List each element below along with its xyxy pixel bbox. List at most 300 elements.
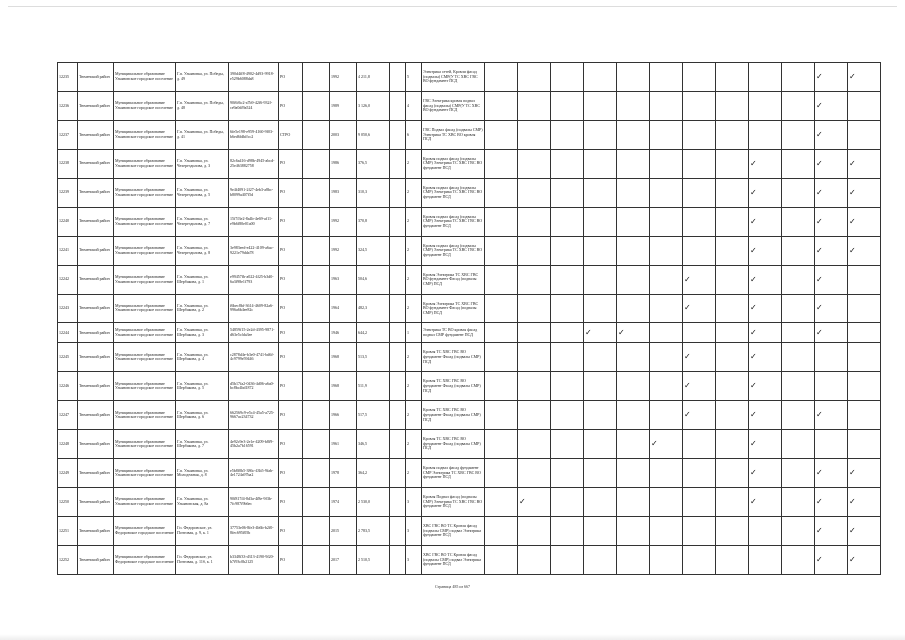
- cell-check: [683, 294, 716, 323]
- cell-check: [683, 545, 716, 574]
- cell-empty: [390, 120, 406, 149]
- cell-year: 1974: [330, 488, 357, 517]
- cell-form: РО: [279, 178, 303, 207]
- cell-owner: Муниципальное образование Ульяновское городское поселение: [114, 372, 176, 401]
- table-row: [58, 149, 881, 178]
- cell-owner: Муниципальное образование Федоровское городское поселение: [114, 517, 176, 546]
- cell-area: 517,5: [357, 401, 390, 430]
- cell-check: [683, 343, 716, 372]
- cell-check: [551, 149, 584, 178]
- cell-owner: Муниципальное образование Федоровское городское поселение: [114, 545, 176, 574]
- cell-check: [782, 372, 815, 401]
- cell-check: [650, 207, 683, 236]
- cell-check: [650, 120, 683, 149]
- cell-id: 12252: [58, 545, 78, 574]
- cell-check: [584, 372, 617, 401]
- cell-guid: 390d4ff8-4902-4d93-9918-e529b6088da8: [229, 63, 279, 92]
- checkmark-icon: ✓: [750, 274, 757, 284]
- cell-empty: [303, 178, 330, 207]
- cell-check: [650, 236, 683, 265]
- cell-works: ХВС ГВС ВО ТС Кровля фасад (подвалы СМР) подвал Электрика фундамент ПСД: [422, 517, 485, 546]
- cell-floors: 2: [406, 430, 422, 459]
- cell-empty: [303, 207, 330, 236]
- cell-address: Г.п. Ульяновка, ул. Победы, д. 49: [176, 63, 229, 92]
- cell-floors: 5: [406, 63, 422, 92]
- cell-area: 482,3: [357, 294, 390, 323]
- cell-check: [848, 430, 881, 459]
- cell-year: 1961: [330, 430, 357, 459]
- cell-check: [617, 401, 650, 430]
- cell-works: ХВС ГВС ВО ТС Кровля фасад (подвалы СМР) подвал Электрика фундамент ПСД: [422, 545, 485, 574]
- cell-form: РО: [279, 149, 303, 178]
- cell-check: [518, 459, 551, 488]
- cell-check: [815, 149, 848, 178]
- cell-check: [716, 323, 749, 343]
- checkmark-icon: ✓: [816, 187, 823, 197]
- cell-check: [518, 517, 551, 546]
- table-row: [58, 63, 881, 92]
- cell-check: [584, 294, 617, 323]
- cell-owner: Муниципальное образование Ульяновское городское поселение: [114, 401, 176, 430]
- cell-check: [683, 401, 716, 430]
- cell-check: [749, 517, 782, 546]
- cell-check: [551, 459, 584, 488]
- cell-check: [848, 236, 881, 265]
- checkmark-icon: ✓: [849, 554, 856, 564]
- cell-form: РО: [279, 459, 303, 488]
- cell-check: [650, 517, 683, 546]
- cell-guid: 662569c9-e5c4-45a5-a725-9667ac234732: [229, 401, 279, 430]
- cell-empty: [390, 178, 406, 207]
- cell-check: [848, 91, 881, 120]
- cell-owner: Муниципальное образование Ульяновское городское поселение: [114, 323, 176, 343]
- cell-check: [683, 91, 716, 120]
- cell-check: [584, 488, 617, 517]
- cell-empty: [390, 323, 406, 343]
- cell-district: Тюменский район: [78, 343, 114, 372]
- cell-district: Тюменский район: [78, 488, 114, 517]
- cell-empty: [390, 265, 406, 294]
- cell-check: [716, 236, 749, 265]
- cell-check: [650, 294, 683, 323]
- cell-year: 1946: [330, 323, 357, 343]
- cell-empty: [303, 236, 330, 265]
- cell-check: [782, 91, 815, 120]
- cell-check: [782, 207, 815, 236]
- cell-check: [848, 120, 881, 149]
- cell-id: 12243: [58, 294, 78, 323]
- cell-works: Кровля ТС ХВС ГВС ВО фундамент Фасад (подвалы СМР) ПСД: [422, 372, 485, 401]
- cell-check: [518, 372, 551, 401]
- cell-check: [584, 149, 617, 178]
- cell-check: [749, 63, 782, 92]
- cell-check: [650, 91, 683, 120]
- cell-id: 12242: [58, 265, 78, 294]
- cell-guid: 6fe5e198-e959-4160-9f03-b6ed6fdbffcc2: [229, 120, 279, 149]
- cell-guid: 3e983eed-e422-4109-a6ac-9221e79dda78: [229, 236, 279, 265]
- checkmark-icon: ✓: [618, 327, 625, 337]
- cell-check: [485, 401, 518, 430]
- cell-empty: [390, 91, 406, 120]
- cell-check: [782, 149, 815, 178]
- cell-empty: [303, 517, 330, 546]
- cell-check: [782, 517, 815, 546]
- cell-check: [749, 91, 782, 120]
- cell-check: [716, 120, 749, 149]
- table-row: [58, 265, 881, 294]
- cell-form: РО: [279, 265, 303, 294]
- cell-id: 12247: [58, 401, 78, 430]
- cell-id: 12250: [58, 488, 78, 517]
- cell-check: [848, 459, 881, 488]
- cell-area: 9 050,6: [357, 120, 390, 149]
- cell-works: Кровля подвал фасад (подвалы СМР) Электрика ТС ХВС ГВС ВО фундамент ПСД: [422, 207, 485, 236]
- cell-check: [650, 323, 683, 343]
- cell-check: [485, 372, 518, 401]
- cell-check: [551, 401, 584, 430]
- cell-check: [716, 343, 749, 372]
- checkmark-icon: ✓: [849, 245, 856, 255]
- cell-check: [749, 459, 782, 488]
- cell-check: [683, 459, 716, 488]
- cell-works: Кровля Электрика ТС ХВС ГВС ВО фундамент Фасад (подвалы СМР) ПСД: [422, 265, 485, 294]
- cell-check: [518, 120, 551, 149]
- cell-check: [617, 294, 650, 323]
- table-row: [58, 236, 881, 265]
- cell-check: [617, 265, 650, 294]
- cell-empty: [303, 430, 330, 459]
- cell-check: [485, 430, 518, 459]
- cell-empty: [303, 401, 330, 430]
- cell-check: [584, 545, 617, 574]
- cell-check: [782, 459, 815, 488]
- page-footer: Страница 485 из 667: [434, 584, 471, 589]
- checkmark-icon: ✓: [816, 410, 823, 420]
- checkmark-icon: ✓: [849, 158, 856, 168]
- cell-form: РО: [279, 372, 303, 401]
- cell-check: [683, 372, 716, 401]
- cell-check: [617, 178, 650, 207]
- cell-district: Тюменский район: [78, 178, 114, 207]
- cell-check: [815, 265, 848, 294]
- cell-check: [650, 265, 683, 294]
- cell-address: Гп. Федоровское, ул. Почтовая, д. 9, к. 1: [176, 517, 229, 546]
- cell-guid: e5b8f0b5-386c-43b5-9fab-4e1724a97ba2: [229, 459, 279, 488]
- cell-check: [584, 265, 617, 294]
- cell-district: Тюменский район: [78, 265, 114, 294]
- cell-works: Кровля подвал фасад фундамент СМР Электрика ТС ХВС ГВС ВО фундамент ПСД: [422, 459, 485, 488]
- housing-register-table: [57, 62, 881, 575]
- checkmark-icon: ✓: [750, 245, 757, 255]
- cell-check: [617, 343, 650, 372]
- cell-check: [749, 401, 782, 430]
- cell-check: [551, 236, 584, 265]
- checkmark-icon: ✓: [816, 100, 823, 110]
- cell-check: [782, 401, 815, 430]
- cell-check: [485, 294, 518, 323]
- cell-works: Кровля подвал фасад (подвалы СМР) Электрика ТС ХВС ГВС ВО фундамент ПСД: [422, 178, 485, 207]
- cell-check: [485, 120, 518, 149]
- cell-check: [650, 178, 683, 207]
- cell-district: Тюменский район: [78, 236, 114, 265]
- cell-check: [749, 120, 782, 149]
- cell-empty: [390, 372, 406, 401]
- cell-check: [848, 265, 881, 294]
- cell-floors: 2: [406, 149, 422, 178]
- cell-floors: 2: [406, 401, 422, 430]
- cell-check: [485, 63, 518, 92]
- cell-address: Гп. Федоровское, ул. Почтовая, д. 11б, к. 1: [176, 545, 229, 574]
- cell-check: [848, 207, 881, 236]
- cell-check: [518, 178, 551, 207]
- cell-empty: [303, 294, 330, 323]
- cell-check: [584, 63, 617, 92]
- cell-check: [584, 430, 617, 459]
- cell-check: [551, 91, 584, 120]
- cell-works: Кровля ТС ХВС ГВС ВО фундамент Фасад (подвалы СМР) ПСД: [422, 343, 485, 372]
- cell-check: [584, 517, 617, 546]
- cell-check: [485, 545, 518, 574]
- cell-empty: [390, 430, 406, 459]
- cell-check: [650, 401, 683, 430]
- cell-check: [782, 323, 815, 343]
- cell-guid: b3348f33-d313-4190-9f20-b7f93c0b2125: [229, 545, 279, 574]
- cell-id: 12248: [58, 430, 78, 459]
- cell-check: [518, 236, 551, 265]
- cell-check: [551, 63, 584, 92]
- cell-check: [782, 343, 815, 372]
- cell-check: [782, 294, 815, 323]
- cell-check: [716, 545, 749, 574]
- checkmark-icon: ✓: [816, 327, 823, 337]
- checkmark-icon: ✓: [684, 352, 691, 362]
- cell-check: [683, 488, 716, 517]
- table-row: [58, 430, 881, 459]
- cell-form: РО: [279, 401, 303, 430]
- checkmark-icon: ✓: [684, 381, 691, 391]
- checkmark-icon: ✓: [849, 71, 856, 81]
- cell-check: [617, 91, 650, 120]
- cell-check: [848, 323, 881, 343]
- cell-floors: 2: [406, 343, 422, 372]
- cell-floors: 3: [406, 517, 422, 546]
- cell-year: 1966: [330, 401, 357, 430]
- cell-check: [518, 430, 551, 459]
- cell-check: [683, 265, 716, 294]
- cell-address: Г.п. Ульяновка, ул. Победы, д. 41: [176, 120, 229, 149]
- cell-check: [518, 91, 551, 120]
- table-row: [58, 323, 881, 343]
- cell-address: Г.п. Ульяновка, ул. Шербакова, д. 6: [176, 401, 229, 430]
- cell-check: [815, 120, 848, 149]
- cell-floors: 2: [406, 372, 422, 401]
- cell-check: [518, 63, 551, 92]
- cell-guid: 4e92c9e3-2e1e-4209-b8f9-45b2a7b16591: [229, 430, 279, 459]
- cell-floors: 3: [406, 488, 422, 517]
- cell-check: [716, 372, 749, 401]
- table-row: [58, 207, 881, 236]
- checkmark-icon: ✓: [750, 187, 757, 197]
- cell-empty: [303, 545, 330, 574]
- cell-check: [551, 207, 584, 236]
- cell-owner: Муниципальное образование Ульяновское городское поселение: [114, 294, 176, 323]
- cell-check: [815, 91, 848, 120]
- cell-check: [551, 545, 584, 574]
- cell-empty: [303, 149, 330, 178]
- table-row: [58, 517, 881, 546]
- cell-guid: d5b17fa2-0436-4d06-a6a0-bc8bc4bd1872: [229, 372, 279, 401]
- cell-year: 2017: [330, 545, 357, 574]
- cell-check: [518, 265, 551, 294]
- cell-address: Г.п. Ульяновка, ул. Чехерездилова, д. 8: [176, 236, 229, 265]
- cell-check: [551, 294, 584, 323]
- cell-area: 513,5: [357, 343, 390, 372]
- table-row: [58, 545, 881, 574]
- cell-check: [716, 401, 749, 430]
- cell-check: [815, 63, 848, 92]
- cell-guid: 82c6a416-d98b-4945-abcd-25e463882758: [229, 149, 279, 178]
- checkmark-icon: ✓: [849, 497, 856, 507]
- cell-check: [485, 149, 518, 178]
- cell-check: [551, 517, 584, 546]
- cell-check: [551, 488, 584, 517]
- cell-id: 12238: [58, 149, 78, 178]
- checkmark-icon: ✓: [816, 303, 823, 313]
- cell-form: РО: [279, 91, 303, 120]
- cell-check: [749, 323, 782, 343]
- cell-district: Тюменский район: [78, 120, 114, 149]
- cell-owner: Муниципальное образование Ульяновское городское поселение: [114, 265, 176, 294]
- checkmark-icon: ✓: [750, 381, 757, 391]
- cell-area: 376,5: [357, 149, 390, 178]
- cell-check: [617, 517, 650, 546]
- cell-guid: 9e4f4091-2f27-4eb3-a8bc-b8099a407f5d: [229, 178, 279, 207]
- cell-id: 12249: [58, 459, 78, 488]
- cell-check: [782, 488, 815, 517]
- cell-check: [617, 545, 650, 574]
- cell-year: 1978: [330, 459, 357, 488]
- cell-address: Г.п. Ульяновка, ул. Ульяновская, д. 8а: [176, 488, 229, 517]
- checkmark-icon: ✓: [816, 554, 823, 564]
- checkmark-icon: ✓: [816, 216, 823, 226]
- cell-form: СТРО: [279, 120, 303, 149]
- cell-check: [551, 323, 584, 343]
- table-row: [58, 488, 881, 517]
- checkmark-icon: ✓: [816, 245, 823, 255]
- cell-check: [815, 178, 848, 207]
- cell-check: [716, 488, 749, 517]
- cell-check: [716, 430, 749, 459]
- checkmark-icon: ✓: [849, 525, 856, 535]
- cell-check: [815, 488, 848, 517]
- cell-check: [716, 265, 749, 294]
- cell-check: [782, 265, 815, 294]
- cell-area: 346,5: [357, 430, 390, 459]
- cell-works: Кровля Подвал фасад (подвалы СМР) Электрика ТС ХВС ГВС ВО фундамент ПСД: [422, 488, 485, 517]
- table-row: [58, 343, 881, 372]
- cell-district: Тюменский район: [78, 545, 114, 574]
- cell-check: [716, 294, 749, 323]
- cell-check: [749, 430, 782, 459]
- checkmark-icon: ✓: [816, 274, 823, 284]
- cell-address: Г.п. Ульяновка, ул. Шербакова, д. 7: [176, 430, 229, 459]
- cell-check: [485, 265, 518, 294]
- cell-check: [584, 401, 617, 430]
- table-row: [58, 459, 881, 488]
- cell-works: Кровля подвал фасад (подвалы СМР) Электрика ТС ХВС ГВС ВО фундамент ПСД: [422, 149, 485, 178]
- cell-check: [485, 343, 518, 372]
- cell-district: Тюменский район: [78, 323, 114, 343]
- cell-owner: Муниципальное образование Ульяновское городское поселение: [114, 236, 176, 265]
- cell-check: [617, 488, 650, 517]
- checkmark-icon: ✓: [750, 352, 757, 362]
- cell-form: РО: [279, 63, 303, 92]
- cell-check: [584, 91, 617, 120]
- cell-check: [617, 323, 650, 343]
- cell-owner: Муниципальное образование Ульяновское городское поселение: [114, 207, 176, 236]
- cell-check: [485, 178, 518, 207]
- cell-check: [485, 323, 518, 343]
- page-edge-shadow: [0, 634, 905, 640]
- cell-floors: 1: [406, 323, 422, 343]
- cell-check: [650, 343, 683, 372]
- table-body: [58, 63, 881, 575]
- cell-check: [848, 294, 881, 323]
- cell-year: 2003: [330, 120, 357, 149]
- cell-check: [683, 178, 716, 207]
- cell-check: [716, 207, 749, 236]
- checkmark-icon: ✓: [684, 274, 691, 284]
- cell-check: [683, 236, 716, 265]
- cell-check: [518, 545, 551, 574]
- cell-check: [815, 372, 848, 401]
- table-row: [58, 178, 881, 207]
- checkmark-icon: ✓: [651, 439, 658, 449]
- cell-works: Кровля подвал фасад (подвалы СМР) Электрика ТС ХВС ГВС ВО фундамент ПСД: [422, 236, 485, 265]
- cell-check: [650, 459, 683, 488]
- cell-form: РО: [279, 207, 303, 236]
- cell-check: [749, 236, 782, 265]
- checkmark-icon: ✓: [750, 497, 757, 507]
- cell-id: 12244: [58, 323, 78, 343]
- cell-check: [848, 372, 881, 401]
- cell-check: [518, 294, 551, 323]
- checkmark-icon: ✓: [684, 303, 691, 313]
- cell-empty: [303, 323, 330, 343]
- cell-year: 1963: [330, 265, 357, 294]
- cell-check: [650, 430, 683, 459]
- cell-check: [584, 236, 617, 265]
- cell-check: [848, 545, 881, 574]
- checkmark-icon: ✓: [816, 497, 823, 507]
- cell-check: [650, 545, 683, 574]
- cell-check: [716, 149, 749, 178]
- cell-district: Тюменский район: [78, 63, 114, 92]
- cell-check: [518, 149, 551, 178]
- cell-check: [848, 488, 881, 517]
- cell-empty: [390, 149, 406, 178]
- cell-empty: [390, 63, 406, 92]
- cell-district: Тюменский район: [78, 294, 114, 323]
- cell-check: [815, 401, 848, 430]
- checkmark-icon: ✓: [750, 468, 757, 478]
- cell-district: Тюменский район: [78, 372, 114, 401]
- cell-empty: [390, 459, 406, 488]
- cell-check: [551, 178, 584, 207]
- cell-check: [683, 323, 716, 343]
- cell-check: [551, 120, 584, 149]
- cell-year: 1992: [330, 207, 357, 236]
